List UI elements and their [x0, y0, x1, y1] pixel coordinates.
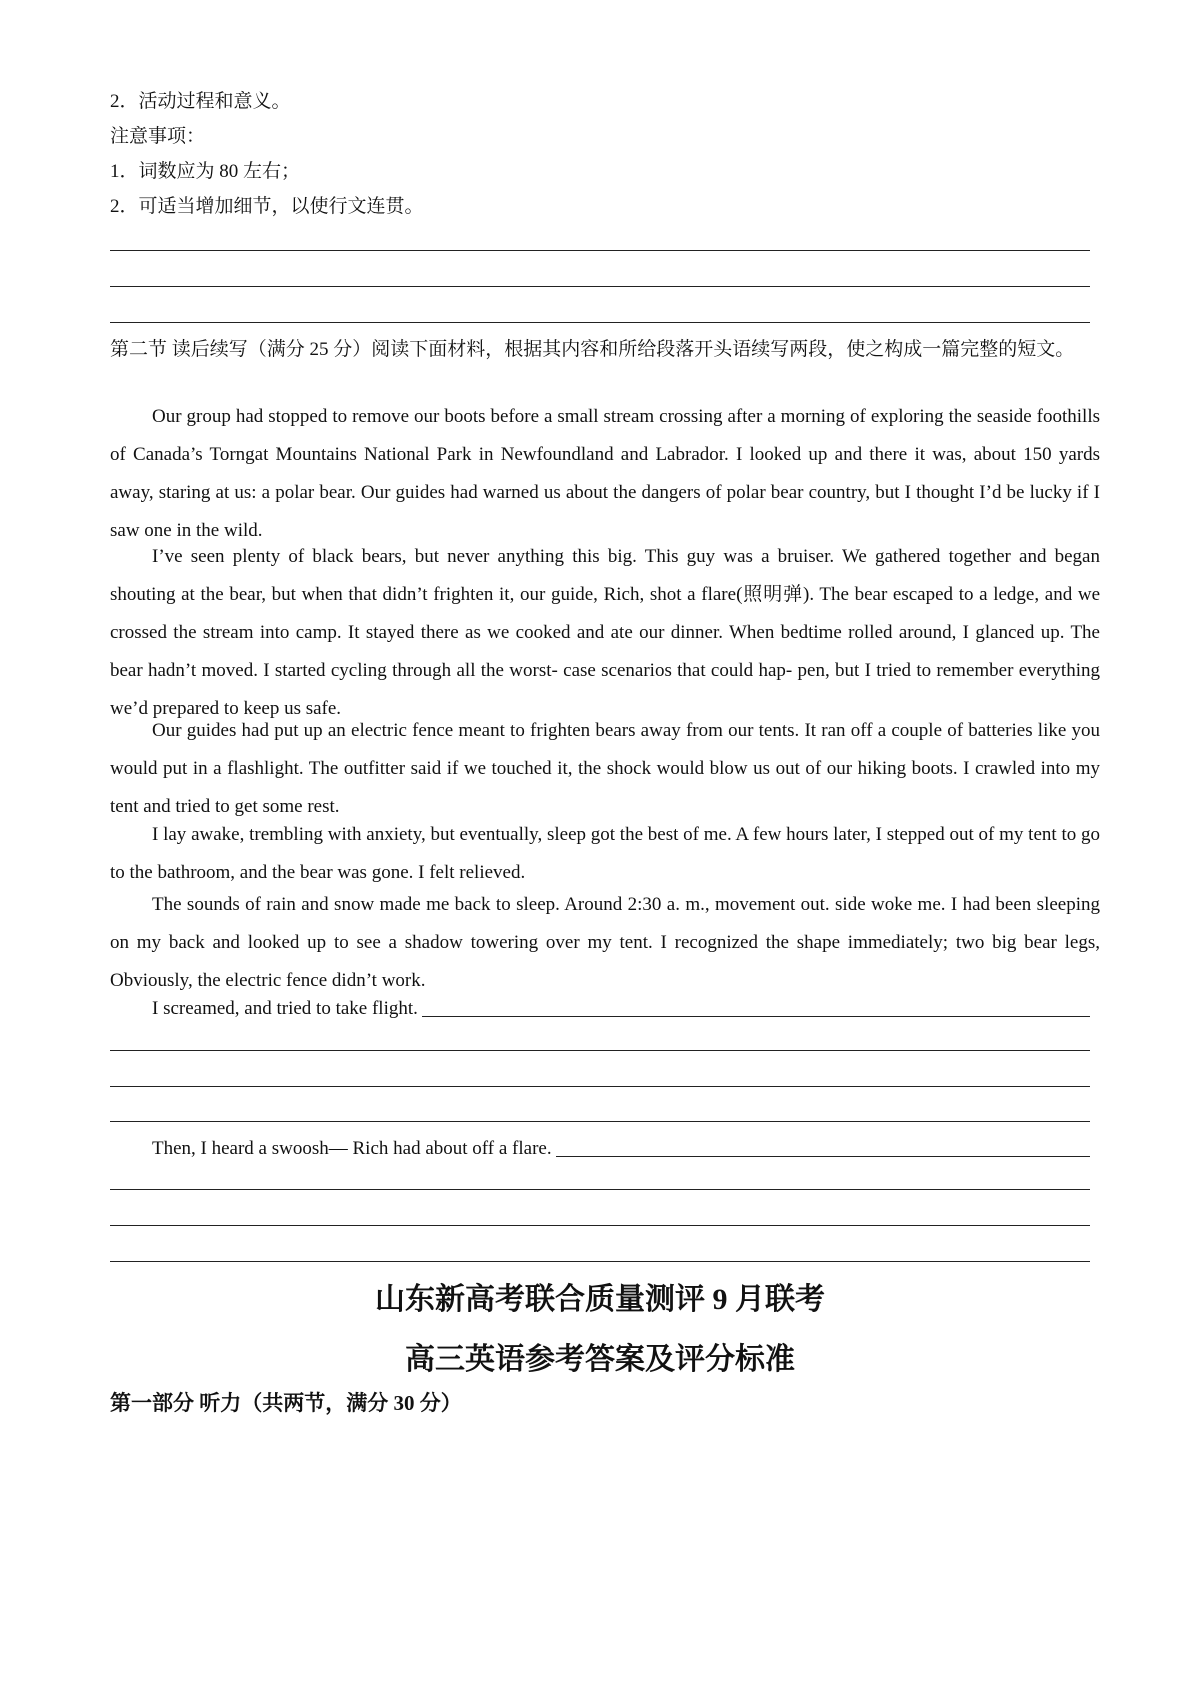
story-paragraph-2: I’ve seen plenty of black bears, but never anything this big. This guy was a bruiser. We gathered together and began shouting at the bear, but when that didn’t frighten it, our guide, Rich, shot a flare(照明弹). The bear escaped to a ledge, and we crossed the stream into camp. It stayed there as we cooked and ate our dinner. When bedtime rolled around, I glanced up. The bear hadn’t moved. I started cycling through all the worst- case scenarios that could hap- pen, but I tried to remember everything we’d prepared to keep us safe.	[110, 546, 1100, 719]
notes-title: 注意事项：	[110, 126, 206, 147]
note-2: 2．可适当增加细节，以使行文连贯。	[110, 196, 424, 217]
writing-line[interactable]	[110, 1189, 1090, 1190]
part-1-heading: 第一部分 听力（共两节，满分 30 分）	[110, 1391, 462, 1415]
paragraph-starter-2	[110, 1135, 1090, 1163]
paragraph-starter-1	[110, 995, 1090, 1023]
writing-line[interactable]	[110, 250, 1090, 251]
writing-line[interactable]	[110, 1050, 1090, 1051]
story-paragraph-5: The sounds of rain and snow made me back to sleep. Around 2:30 a. m., movement out. side woke me. I had been sleeping on my back and looked up to see a shadow towering over my tent. I recognized the shape immediately; two big bear legs, Obviously, the electric fence didn’t work.	[110, 894, 1100, 991]
writing-line[interactable]	[110, 1121, 1090, 1122]
writing-line[interactable]	[110, 322, 1090, 323]
starter-1-text: I screamed, and tried to take flight.	[152, 998, 418, 1019]
writing-line[interactable]	[556, 1156, 1090, 1157]
writing-line[interactable]	[110, 1086, 1090, 1087]
writing-line[interactable]	[422, 1016, 1090, 1017]
writing-line[interactable]	[110, 286, 1090, 287]
note-1: 1．词数应为 80 左右；	[110, 161, 301, 182]
requirement-item-2: 2．活动过程和意义。	[110, 91, 291, 112]
story-paragraph-4: I lay awake, trembling with anxiety, but eventually, sleep got the best of me. A few hours later, I stepped out of my tent to go to the bathroom, and the bear was gone. I felt relieved.	[110, 824, 1100, 883]
writing-line[interactable]	[110, 1225, 1090, 1226]
story-paragraph-1: Our group had stopped to remove our boots before a small stream crossing after a morning of exploring the seaside foothills of Canada’s Torngat Mountains National Park in Newfoundland and Labrador. I looked up and there it was, about 150 yards away, staring at us: a polar bear. Our guides had warned us about the dangers of polar bear country, but I thought I’d be lucky if I saw one in the wild.	[110, 406, 1100, 541]
story-paragraph-3: Our guides had put up an electric fence meant to frighten bears away from our tents. It ran off a couple of batteries like you would put in a flashlight. The outfitter said if we touched it, the shock would blow us out of our hiking boots. I crawled into my tent and tried to get some rest.	[110, 720, 1100, 817]
section-2-heading: 第二节 读后续写（满分 25 分）阅读下面材料，根据其内容和所给段落开头语续写两段，使之构成一篇完整的短文。	[110, 339, 1075, 360]
starter-2-text: Then, I heard a swoosh— Rich had about off a flare.	[152, 1138, 552, 1159]
answer-key-title-2: 高三英语参考答案及评分标准	[405, 1343, 795, 1376]
writing-line[interactable]	[110, 1261, 1090, 1262]
answer-key-title-1: 山东新高考联合质量测评 9 月联考	[375, 1283, 825, 1316]
